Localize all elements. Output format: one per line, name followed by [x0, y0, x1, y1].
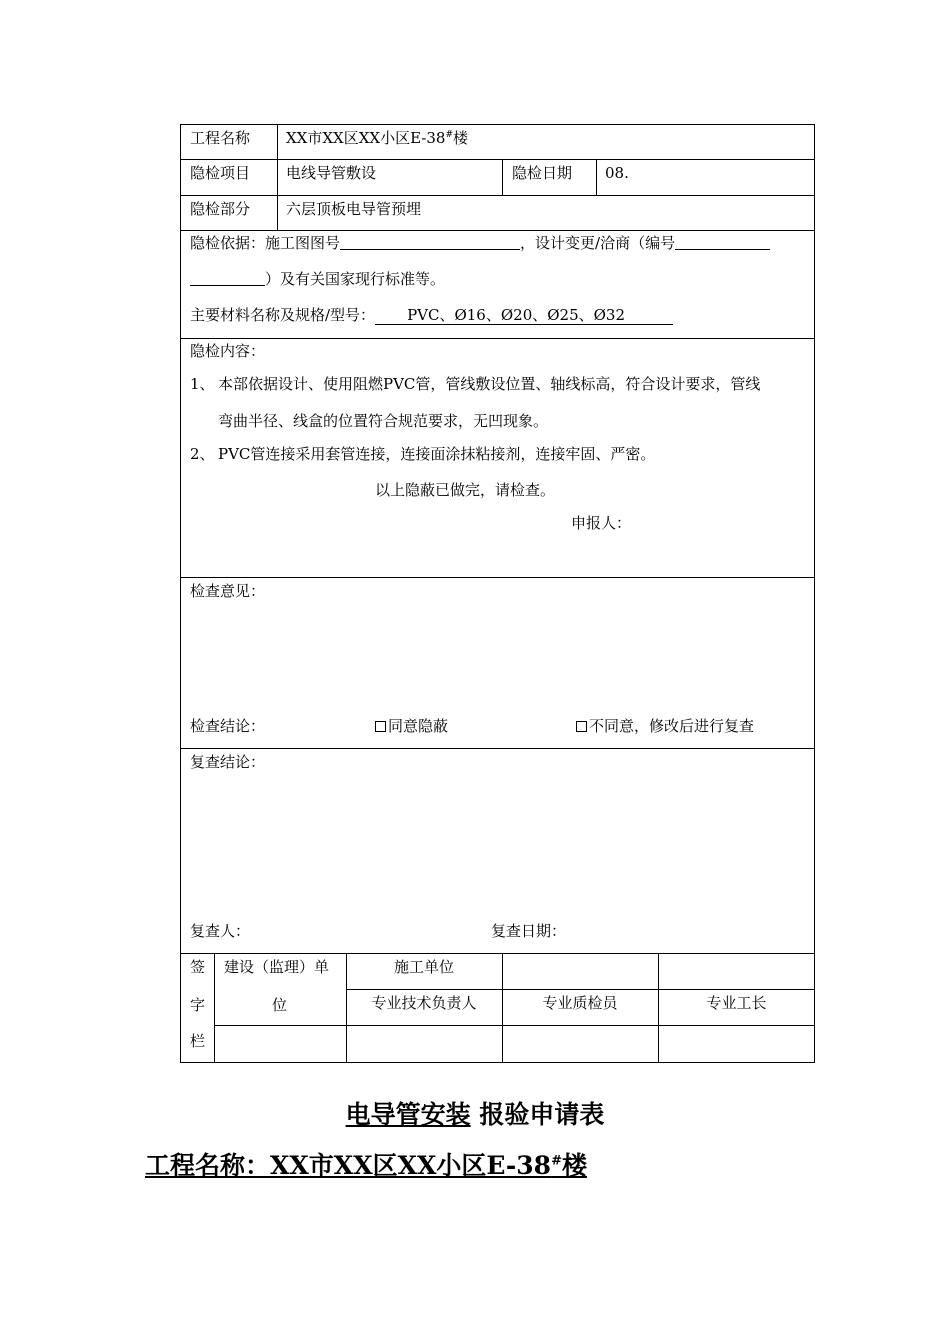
checkbox-icon[interactable]	[576, 721, 587, 732]
divider	[180, 338, 815, 339]
option-disagree[interactable]: 不同意，修改后进行复查	[576, 717, 754, 735]
divider	[214, 953, 215, 1063]
inspect-conclusion-label: 检查结论：	[190, 717, 266, 735]
sign-col-char: 签	[190, 958, 206, 976]
inspect-opinion-label: 检查意见：	[190, 582, 266, 600]
content-1-num: 1、	[190, 375, 215, 393]
contractor-label: 施工单位	[393, 958, 454, 976]
sign-col-char: 栏	[190, 1032, 206, 1050]
divider	[180, 577, 815, 578]
content-2: PVC管连接采用套管连接，连接面涂抹粘接剂，连接牢固、严密。	[218, 445, 656, 463]
divider	[180, 748, 815, 749]
project-heading: 工程名称：XX市XX区XX小区E-38#楼	[145, 1151, 587, 1180]
basis-line-2: ）及有关国家现行标准等。	[190, 270, 445, 288]
foreman-label: 专业工长	[706, 994, 767, 1012]
material-line: 主要材料名称及规格/型号： PVC、Ø16、Ø20、Ø25、Ø32	[190, 306, 673, 325]
recheck-date-label: 复查日期：	[491, 922, 567, 940]
date-label: 隐检日期	[512, 164, 573, 182]
divider	[214, 1025, 815, 1026]
item-label: 隐检项目	[190, 164, 251, 182]
divider	[180, 953, 815, 954]
owner-label-line1: 建设（监理）单	[224, 958, 330, 976]
divider	[180, 195, 815, 196]
content-label: 隐检内容：	[190, 342, 266, 360]
checkbox-icon[interactable]	[375, 721, 386, 732]
sign-col-char: 字	[190, 996, 206, 1014]
option-agree[interactable]: 同意隐蔽	[375, 717, 448, 735]
divider	[180, 159, 815, 160]
divider	[596, 159, 597, 195]
basis-line-1: 隐检依据：施工图图号 ，设计变更/洽商（编号	[190, 234, 770, 252]
content-done: 以上隐蔽已做完，请检查。	[375, 481, 556, 499]
owner-label-line2: 位	[272, 996, 288, 1014]
item-value: 电线导管敷设	[286, 164, 377, 182]
qc-label: 专业质检员	[542, 994, 618, 1012]
content-1-line1: 本部依据设计、使用阻燃PVC管，管线敷设位置、轴线标高，符合设计要求，管线	[218, 375, 761, 393]
content-2-num: 2、	[190, 445, 215, 463]
divider	[180, 230, 815, 231]
project-value: XX市XX区XX小区E-38#楼	[286, 129, 469, 147]
rechecker-label: 复查人：	[190, 922, 251, 940]
content-1-line2: 弯曲半径、线盒的位置符合规范要求，无凹现象。	[218, 412, 549, 430]
date-value: 08.	[605, 164, 629, 182]
tech-lead-label: 专业技术负责人	[371, 994, 477, 1012]
part-value: 六层顶板电导管预埋	[286, 200, 422, 218]
project-label: 工程名称	[190, 129, 251, 147]
part-label: 隐检部分	[190, 200, 251, 218]
recheck-conclusion-label: 复查结论：	[190, 753, 266, 771]
page-title: 电导管安装 报验申请表	[345, 1100, 605, 1129]
divider	[346, 989, 815, 990]
divider	[502, 159, 503, 195]
reporter-label: 申报人：	[571, 514, 632, 532]
divider	[277, 124, 278, 230]
